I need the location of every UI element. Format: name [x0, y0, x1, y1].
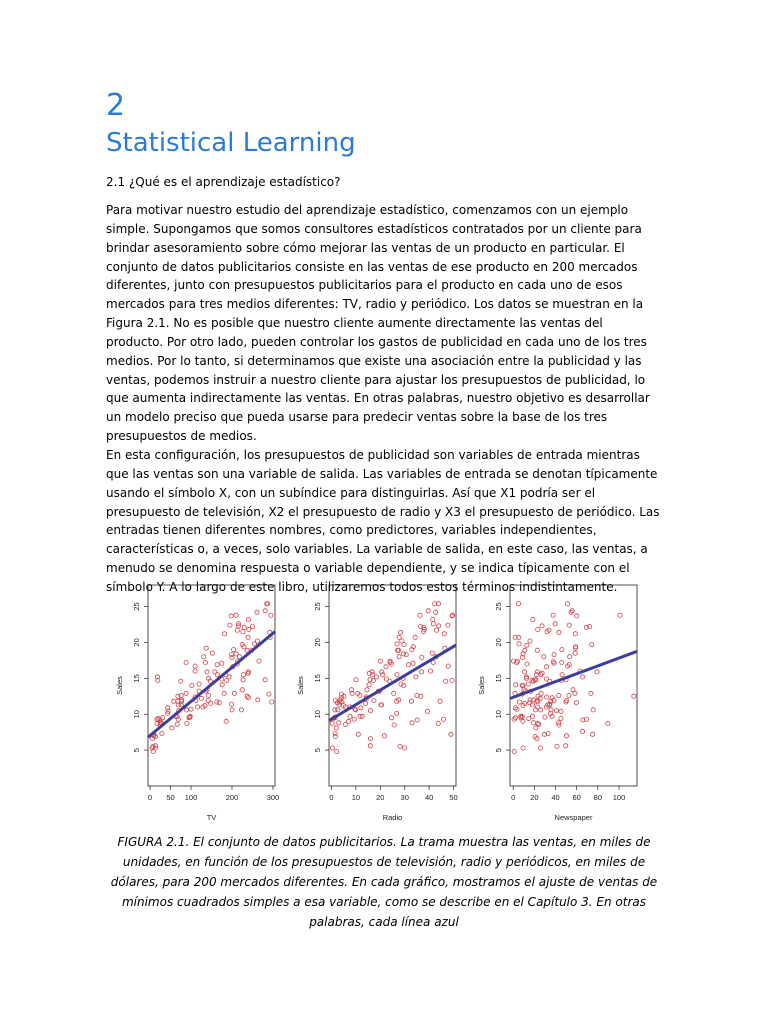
data-point	[437, 624, 441, 628]
data-point	[545, 665, 549, 669]
y-tick-label: 15	[494, 674, 503, 683]
scatter-plots	[100, 580, 660, 825]
data-point	[545, 695, 549, 699]
data-point	[270, 700, 274, 704]
y-tick-label: 20	[313, 638, 322, 647]
data-point	[534, 673, 538, 677]
data-point	[230, 702, 234, 706]
data-point	[267, 692, 271, 696]
data-point	[444, 679, 448, 683]
data-point	[215, 673, 219, 677]
y-axis-label: Sales	[477, 676, 486, 695]
data-point	[255, 610, 259, 614]
data-point	[175, 722, 179, 726]
data-point	[543, 715, 547, 719]
data-point	[441, 717, 445, 721]
data-point	[378, 659, 382, 663]
x-tick-label: 300	[266, 793, 280, 802]
data-point	[402, 746, 406, 750]
data-point	[539, 708, 543, 712]
data-point	[256, 698, 260, 702]
data-point	[551, 660, 555, 664]
data-point	[429, 669, 433, 673]
data-point	[193, 664, 197, 668]
data-point	[359, 706, 363, 710]
data-point	[239, 708, 243, 712]
data-point	[404, 653, 408, 657]
data-point	[372, 699, 376, 703]
data-point	[197, 682, 201, 686]
y-axis-label: Sales	[296, 676, 305, 695]
y-tick-label: 20	[132, 638, 141, 647]
y-axis-label: Sales	[115, 676, 124, 695]
data-point	[205, 670, 209, 674]
x-axis-label: Newspaper	[554, 813, 593, 822]
x-tick-label: 40	[551, 793, 560, 802]
data-point	[364, 701, 368, 705]
data-point	[365, 688, 369, 692]
data-point	[528, 701, 532, 705]
data-point	[395, 642, 399, 646]
data-point	[209, 701, 213, 705]
y-tick-label: 15	[313, 674, 322, 683]
data-point	[571, 688, 575, 692]
data-point	[230, 655, 234, 659]
data-point	[392, 691, 396, 695]
data-point	[184, 660, 188, 664]
data-point	[415, 693, 419, 697]
data-point	[399, 630, 403, 634]
data-point	[333, 708, 337, 712]
y-tick-label: 10	[494, 710, 503, 719]
data-point	[553, 622, 557, 626]
regression-line	[329, 645, 456, 721]
data-point	[540, 624, 544, 628]
data-point	[517, 700, 521, 704]
data-point	[567, 623, 571, 627]
data-point	[222, 691, 226, 695]
x-tick-label: 80	[593, 793, 603, 802]
data-point	[229, 614, 233, 618]
plot-panel	[296, 585, 458, 822]
data-point	[581, 675, 585, 679]
data-point	[534, 726, 538, 730]
data-point	[263, 678, 267, 682]
data-point	[531, 617, 535, 621]
data-point	[565, 699, 569, 703]
data-point	[560, 648, 564, 652]
data-point	[161, 716, 165, 720]
data-point	[202, 655, 206, 659]
data-point	[170, 726, 174, 730]
section-heading: 2.1 ¿Qué es el aprendizaje estadístico?	[106, 175, 341, 189]
data-point	[516, 602, 520, 606]
x-tick-label: 0	[511, 793, 516, 802]
data-point	[568, 655, 572, 659]
data-point	[410, 721, 414, 725]
data-point	[590, 643, 594, 647]
data-point	[446, 623, 450, 627]
data-point	[225, 678, 229, 682]
data-point	[241, 673, 245, 677]
data-point	[420, 655, 424, 659]
data-point	[522, 670, 526, 674]
data-point	[425, 709, 429, 713]
data-point	[269, 613, 273, 617]
data-point	[526, 682, 530, 686]
data-point	[431, 617, 435, 621]
data-point	[374, 675, 378, 679]
x-tick-label: 0	[147, 793, 153, 802]
data-point	[392, 723, 396, 727]
data-point	[409, 699, 413, 703]
data-point	[346, 719, 350, 723]
data-point	[521, 746, 525, 750]
data-point	[215, 663, 219, 667]
data-point	[595, 670, 599, 674]
data-point	[559, 709, 563, 713]
data-point	[185, 721, 189, 725]
x-tick-label: 0	[329, 793, 334, 802]
data-point	[632, 694, 636, 698]
paragraph: En esta configuración, los presupuestos de publicidad son variables de entrada mientras que las ventas son una variable de salida. Las variables de entrada se denotan típicamente usando el símbolo X, con un subíndice para distinguirlas. Así que X1 podría ser el presupuesto de televisión, X2 el presupuesto de radio y X3 el presupuesto de periódico. Las entradas tienen diferentes nombres, como predictores, variables independientes, características o, a veces, solo variables. La variable de salida, en este caso, las ventas, a menudo se denomina respuesta o variable dependiente, y se indica típicamente con el símbolo Y. A lo largo de este libro, utilizaremos todos estos términos indistintamente.	[106, 447, 660, 594]
x-tick-label: 100	[184, 793, 198, 802]
data-point	[557, 630, 561, 634]
data-point	[512, 749, 516, 753]
chapter-title: Statistical Learning	[106, 128, 356, 158]
data-point	[368, 709, 372, 713]
data-point	[420, 670, 424, 674]
data-point	[431, 622, 435, 626]
data-point	[402, 643, 406, 647]
data-point	[591, 708, 595, 712]
data-point	[418, 613, 422, 617]
data-point	[581, 729, 585, 733]
x-tick-label: 60	[572, 793, 581, 802]
y-tick-label: 25	[313, 602, 322, 611]
data-point	[551, 613, 555, 617]
data-point	[434, 610, 438, 614]
data-point	[411, 661, 415, 665]
data-point	[415, 718, 419, 722]
plot-panel	[477, 585, 637, 822]
data-point	[220, 683, 224, 687]
data-point	[368, 737, 372, 741]
data-point	[199, 696, 203, 700]
data-point	[330, 746, 334, 750]
data-point	[449, 732, 453, 736]
data-point	[179, 679, 183, 683]
data-point	[380, 670, 384, 674]
data-point	[232, 691, 236, 695]
x-tick-label: 50	[166, 793, 175, 802]
data-point	[414, 675, 418, 679]
data-point	[354, 678, 358, 682]
data-point	[241, 630, 245, 634]
data-point	[589, 691, 593, 695]
data-point	[257, 659, 261, 663]
data-point	[184, 708, 188, 712]
x-tick-label: 40	[424, 793, 434, 802]
data-point	[241, 678, 245, 682]
y-tick-label: 10	[132, 710, 141, 719]
y-tick-label: 5	[494, 748, 503, 753]
data-point	[184, 691, 188, 695]
x-tick-label: 20	[376, 793, 385, 802]
data-point	[555, 744, 559, 748]
data-point	[438, 699, 442, 703]
data-point	[527, 716, 531, 720]
x-tick-label: 20	[530, 793, 539, 802]
data-point	[560, 673, 564, 677]
data-point	[220, 661, 224, 665]
data-point	[207, 693, 211, 697]
data-point	[203, 660, 207, 664]
data-point	[536, 721, 540, 725]
data-point	[224, 719, 228, 723]
data-point	[436, 721, 440, 725]
data-point	[210, 651, 214, 655]
data-point	[426, 609, 430, 613]
data-point	[250, 625, 254, 629]
data-point	[535, 648, 539, 652]
data-point	[591, 732, 595, 736]
data-point	[334, 726, 338, 730]
data-point	[382, 734, 386, 738]
data-point	[348, 714, 352, 718]
x-axis-label: TV	[206, 813, 217, 822]
y-tick-label: 10	[313, 710, 322, 719]
data-point	[514, 683, 518, 687]
data-point	[381, 673, 385, 677]
data-point	[606, 721, 610, 725]
y-tick-label: 5	[313, 748, 322, 753]
data-point	[521, 719, 525, 723]
data-point	[367, 683, 371, 687]
data-point	[246, 635, 250, 639]
x-tick-label: 100	[612, 793, 626, 802]
data-point	[190, 683, 194, 687]
y-tick-label: 5	[132, 748, 141, 753]
figure-caption	[104, 832, 664, 932]
data-point	[240, 688, 244, 692]
data-point	[575, 614, 579, 618]
data-point	[228, 623, 232, 627]
data-point	[574, 701, 578, 705]
data-point	[384, 677, 388, 681]
data-point	[235, 628, 239, 632]
x-tick-label: 200	[225, 793, 239, 802]
data-point	[213, 670, 217, 674]
data-point	[407, 663, 411, 667]
data-point	[395, 673, 399, 677]
y-tick-label: 25	[494, 602, 503, 611]
data-point	[160, 732, 164, 736]
data-point	[252, 642, 256, 646]
data-point	[217, 701, 221, 705]
data-point	[573, 632, 577, 636]
data-point	[434, 628, 438, 632]
data-point	[450, 678, 454, 682]
y-tick-label: 20	[494, 638, 503, 647]
data-point	[337, 721, 341, 725]
data-point	[618, 613, 622, 617]
data-point	[525, 662, 529, 666]
data-point	[530, 703, 534, 707]
chapter-number: 2	[106, 88, 126, 123]
caption-text: FIGURA 2.1. El conjunto de datos publicitarios. La trama muestra las ventas, en miles de unidades, en función de los presupuestos de televisión, radio y periódicos, en miles de dólares, para 200 mercados diferentes. En cada gráfico, mostramos el ajuste de ventas de mínimos cuadrados simples a esa variable, como se describe en el Capítulo 3. En otras palabras, cada línea azul	[110, 835, 658, 929]
data-point	[413, 635, 417, 639]
y-tick-label: 15	[132, 674, 141, 683]
data-point	[573, 651, 577, 655]
data-point	[368, 744, 372, 748]
data-point	[564, 744, 568, 748]
figure	[100, 580, 660, 825]
data-point	[356, 732, 360, 736]
data-point	[397, 655, 401, 659]
paragraph: Para motivar nuestro estudio del aprendizaje estadístico, comenzamos con un ejemplo simple. Supongamos que somos consultores estadísticos contratados por un cliente para brindar asesoramiento sobre cómo mejorar las ventas de un producto en particular. El conjunto de datos publicitarios consiste en las ventas de ese producto en 200 mercados diferentes, junto con presupuestos publicitarios para el producto en cada uno de esos mercados para tres medios diferentes: TV, radio y periódico. Los datos se muestran en la Figura 2.1. No es posible que nuestro cliente aumente directamente las ventas del producto. Por otro lado, pueden controlar los gastos de publicidad en cada uno de los tres medios. Por lo tanto, si determinamos que existe una asociación entre la publicidad y las ventas, podemos instruir a nuestro cliente para ajustar los presupuestos de publicidad, lo que aumenta indirectamente las ventas. En otras palabras, nuestro objetivo es desarrollar un modelo preciso que pueda usarse para predecir ventas sobre la base de los tres presupuestos de medios.	[106, 203, 650, 444]
data-point	[384, 665, 388, 669]
data-point	[196, 705, 200, 709]
data-point	[230, 708, 234, 712]
data-point	[535, 670, 539, 674]
data-point	[542, 655, 546, 659]
data-point	[560, 660, 564, 664]
data-point	[528, 639, 532, 643]
data-point	[395, 711, 399, 715]
data-point	[442, 632, 446, 636]
data-point	[242, 625, 246, 629]
data-point	[232, 648, 236, 652]
data-point	[552, 653, 556, 657]
data-point	[565, 602, 569, 606]
data-point	[539, 691, 543, 695]
data-point	[234, 613, 238, 617]
data-point	[419, 694, 423, 698]
data-point	[532, 721, 536, 725]
data-point	[446, 664, 450, 668]
data-point	[204, 646, 208, 650]
data-point	[517, 642, 521, 646]
data-point	[246, 617, 250, 621]
data-point	[352, 717, 356, 721]
x-tick-label: 30	[400, 793, 409, 802]
x-tick-label: 10	[351, 793, 361, 802]
data-point	[525, 643, 529, 647]
data-point	[234, 652, 238, 656]
data-point	[536, 627, 540, 631]
data-point	[206, 699, 210, 703]
data-point	[263, 609, 267, 613]
data-point	[523, 648, 527, 652]
y-tick-label: 25	[132, 602, 141, 611]
data-point	[223, 632, 227, 636]
data-point	[193, 669, 197, 673]
data-point	[398, 744, 402, 748]
regression-line	[148, 632, 275, 738]
x-axis-label: Radio	[382, 813, 403, 822]
plot-frame	[329, 585, 456, 786]
data-point	[335, 749, 339, 753]
data-point	[172, 699, 176, 703]
data-point	[247, 627, 251, 631]
data-point	[554, 709, 558, 713]
data-point	[557, 693, 561, 697]
body-text	[106, 201, 662, 597]
data-point	[559, 716, 563, 720]
data-point	[389, 716, 393, 720]
data-point	[567, 693, 571, 697]
data-point	[189, 707, 193, 711]
data-point	[330, 721, 334, 725]
data-point	[333, 732, 337, 736]
data-point	[538, 746, 542, 750]
plot-panel	[115, 585, 279, 822]
data-point	[564, 734, 568, 738]
x-tick-label: 50	[449, 793, 458, 802]
data-point	[430, 651, 434, 655]
